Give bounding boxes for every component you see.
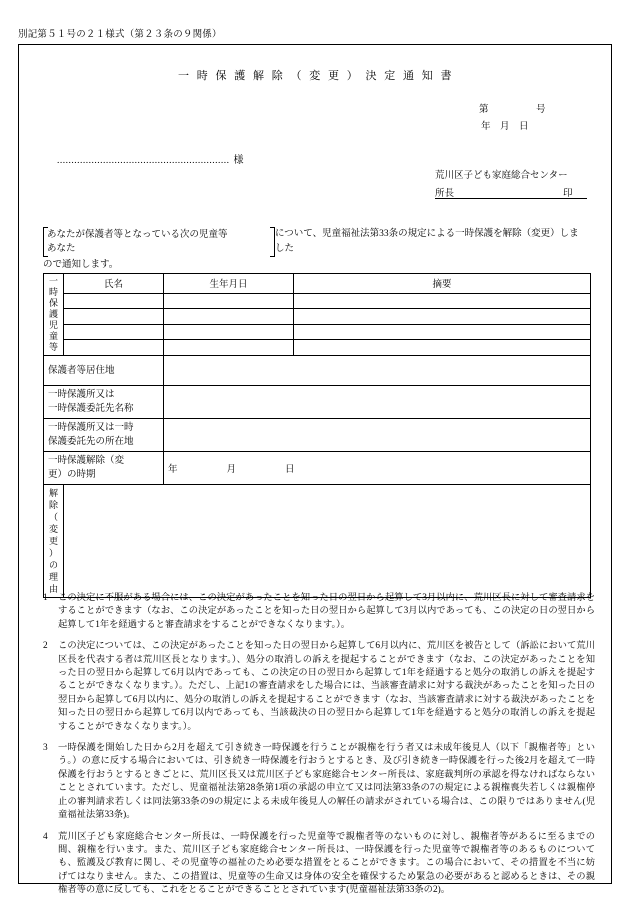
table-row xyxy=(44,324,591,340)
label-release-date xyxy=(44,452,164,485)
issuer-role: 所長 xyxy=(435,189,455,199)
table-header-row xyxy=(44,274,591,294)
note-text: この決定に不服がある場合には、この決定があったことを知った日の翌日から起算して3月以内に、荒川区長に対して審査請求をすることができます（なお、この決定があったことを知った日の翌日から起算して3月以内であっても、この決定の日の翌日から起算して1年を経過すると審査請求をすることができなくなります。）。 xyxy=(58,593,595,630)
note-text: 一時保護を開始した日から2月を超えて引き続き一時保護を行うことが親権を行う者又は未成年後見人（以下「親権者等」という。）の意に反する場合においては、引き続き一時保護を行おうとするとき、及び引き続き一時保護を行った後2月を超えて一時保護を行おうとするときごとに、荒川区長又は荒川区子ども家庭総合センター所長は、家庭裁判所の承認を得なければならないこととされています。ただし、児童福祉法第28条第1項の承認の申立て又は同法第33条の7の規定による親権喪失若しくは親権停止の審判請求若しくは同法第33条の9の規定による未成年後見人の解任の請求がされている場合は、この限りではありません(児童福祉法第33条)。 xyxy=(58,743,595,821)
value-reason[interactable] xyxy=(64,485,591,598)
body-main-text: について、児童福祉法第33条の規定による一時保護を解除（変更）しました xyxy=(275,229,579,254)
vhead-char: 理 xyxy=(48,572,58,582)
table-row xyxy=(44,293,591,309)
vhead-char: 時 xyxy=(48,287,58,297)
vhead-char: 等 xyxy=(48,342,58,352)
table-row-release-date xyxy=(44,452,591,485)
label-guardian-address: 保護者等居住地 xyxy=(44,356,164,386)
label-shelter-name xyxy=(44,386,164,419)
cell-birthdate[interactable] xyxy=(164,309,294,325)
notes-section xyxy=(43,592,595,906)
table-row-shelter-name xyxy=(44,386,591,419)
table-row-guardian-address xyxy=(44,356,591,386)
note-number: 4 xyxy=(43,831,48,842)
body-tail-text: ので通知します。 xyxy=(43,260,119,270)
label-release-date-line1: 一時保護解除（変 xyxy=(48,456,125,466)
note-text: 荒川区子ども家庭総合センター所長は、一時保護を行った児童等で親権者等のないものに対し、親権者等があるに至るまでの間、親権を行います。また、荒川区子ども家庭総合センター所長は、一時保護を行った児童等で親権者等のあるものについても、監護及び教育に関し、その児童等の福祉のため必要な措置をとることができます。この場合において、その措置を不当に妨げてはなりません。また、この措置は、児童等の生命又は身体の安全を確保するため緊急の必要があると認めるときは、その親権者等の意に反しても、これをとることができることとされています(児童福祉法第33条の2)。 xyxy=(58,831,595,896)
form-outer-border xyxy=(18,44,612,896)
label-shelter-name-line2: 一時保護委託先名称 xyxy=(48,404,134,414)
vhead-char: の xyxy=(48,560,58,570)
vhead-char: 一 xyxy=(48,276,58,286)
cell-name[interactable] xyxy=(64,309,164,325)
vhead-char: 除 xyxy=(48,500,58,510)
document-title: 一 時 保 護 解 除 （ 変 更 ） 決 定 通 知 書 xyxy=(178,70,454,82)
vhead-char: 更 xyxy=(48,536,58,546)
cell-birthdate[interactable] xyxy=(164,324,294,340)
vhead-char: 由 xyxy=(48,584,58,594)
label-release-date-line2: 更）の時期 xyxy=(48,470,96,480)
table-row-reason xyxy=(44,485,591,598)
vhead-char: 護 xyxy=(48,309,58,319)
vhead-char: 保 xyxy=(48,298,58,308)
note-text: この決定については、この決定があったことを知った日の翌日から起算して6月以内に、荒川区を被告として（訴訟において荒川区長を代表する者は荒川区長となります。）、処分の取消しの訴えを提起することができます（なお、この決定があったことを知った日の翌日から起算して6月以内であっても、この決定の日の翌日から起算して1年を経過すると処分の取消しの訴えを提起することができなくなります。）。ただし、上記1の審査請求をした場合には、当該審査請求に対する裁決があったことを知った日の翌日から起算して6月以内に、処分の取消しの訴えを提起することができます（なお、当該審査請求に対する裁決があったことを知った日の翌日から起算して6月以内であっても、当該裁決の日の翌日から起算して1年を経過すると処分の取消しの訴えを提起することができなくなります。）。 xyxy=(58,641,595,732)
column-header-remarks: 摘要 xyxy=(294,274,591,294)
value-shelter-address[interactable] xyxy=(164,419,591,452)
note-number: 1 xyxy=(43,593,48,603)
bracket-option-1: あなたが保護者等となっている次の児童等 xyxy=(47,230,228,240)
value-guardian-address[interactable] xyxy=(164,356,591,386)
cell-name[interactable] xyxy=(64,340,164,356)
value-release-date[interactable]: 年 月 日 xyxy=(164,452,591,485)
document-number-label: 第 号 xyxy=(479,105,546,115)
bracket-option-2: あなた xyxy=(47,244,76,254)
vhead-char: ） xyxy=(48,548,58,558)
document-date-label: 年 月 日 xyxy=(481,122,529,132)
addressee-line xyxy=(57,151,244,166)
label-shelter-name-line1: 一時保護所又は xyxy=(48,390,115,400)
reason-vertical-label xyxy=(44,485,64,598)
note-item xyxy=(43,831,595,898)
label-shelter-address xyxy=(44,419,164,452)
label-shelter-address-line1: 一時保護所又は一時 xyxy=(48,423,134,433)
form-number: 別記第５１号の２１様式（第２３条の９関係） xyxy=(18,30,222,40)
vhead-char: 変 xyxy=(48,524,58,534)
document-number-block xyxy=(465,101,585,132)
note-item xyxy=(43,592,595,632)
note-number: 2 xyxy=(43,641,48,652)
note-item xyxy=(43,640,595,734)
value-shelter-name[interactable] xyxy=(164,386,591,419)
seal-mark: 印 xyxy=(563,189,573,199)
issuer-name: 荒川区子ども家庭総合センター xyxy=(435,171,568,181)
cell-name[interactable] xyxy=(64,293,164,309)
vhead-char: （ xyxy=(48,512,58,522)
table-row-shelter-address xyxy=(44,419,591,452)
cell-birthdate[interactable] xyxy=(164,340,294,356)
table-row xyxy=(44,309,591,325)
body-statement xyxy=(43,227,591,273)
column-header-name: 氏名 xyxy=(64,274,164,294)
cell-birthdate[interactable] xyxy=(164,293,294,309)
vhead-char: 解 xyxy=(48,488,58,498)
detail-table xyxy=(43,273,591,598)
cell-remarks[interactable] xyxy=(294,309,591,325)
vhead-char: 童 xyxy=(48,331,58,341)
cell-remarks[interactable] xyxy=(294,340,591,356)
column-header-birthdate: 生年月日 xyxy=(164,274,294,294)
table-row xyxy=(44,340,591,356)
addressee-honorific: 様 xyxy=(233,155,244,166)
child-section-vertical-label xyxy=(44,274,64,356)
cell-remarks[interactable] xyxy=(294,293,591,309)
note-number: 3 xyxy=(43,743,48,754)
addressee-dotted-line: ............................................................ xyxy=(57,156,230,166)
label-shelter-address-line2: 保護委託先の所在地 xyxy=(48,437,134,447)
cell-name[interactable] xyxy=(64,324,164,340)
bracket-options xyxy=(43,227,275,257)
cell-remarks[interactable] xyxy=(294,324,591,340)
note-item xyxy=(43,742,595,822)
vhead-char: 児 xyxy=(48,320,58,330)
